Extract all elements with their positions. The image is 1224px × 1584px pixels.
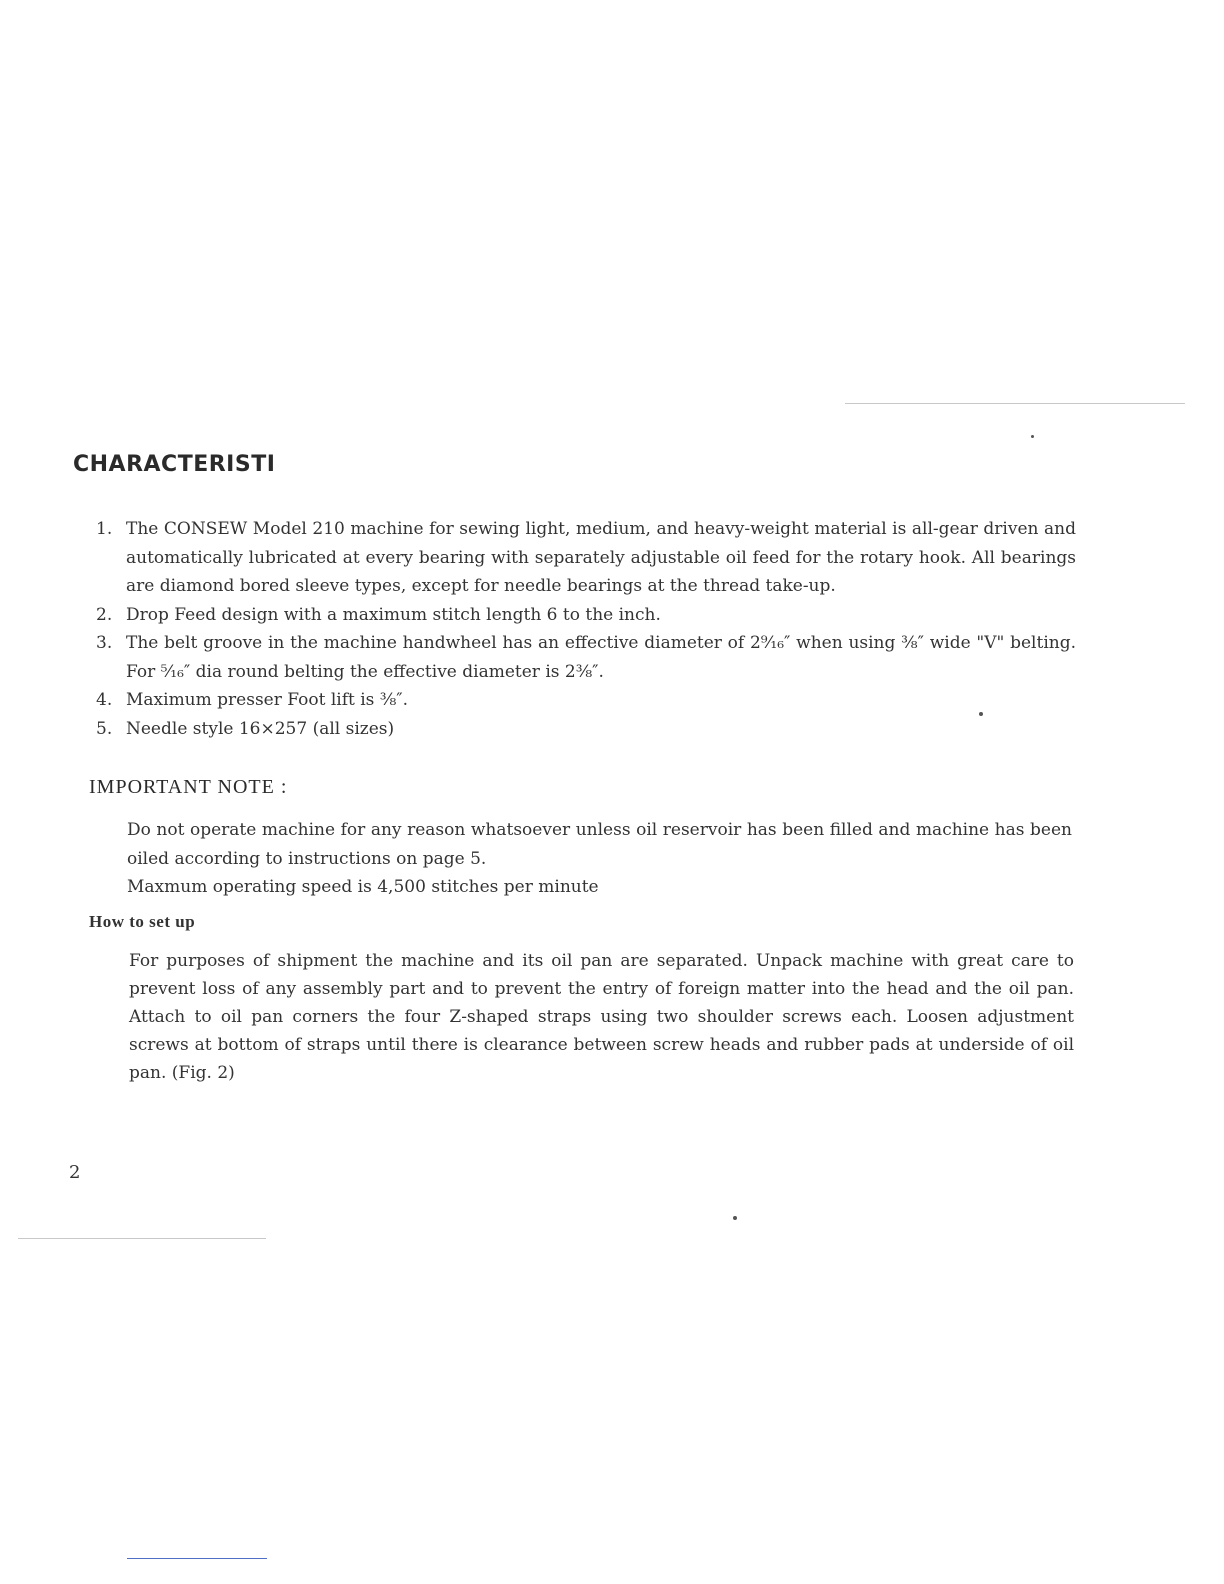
- section-heading: CHARACTERISTI: [73, 452, 276, 477]
- important-note-title: IMPORTANT NOTE :: [89, 776, 288, 798]
- important-note-line: Maxmum operating speed is 4,500 stitches per minute: [127, 877, 599, 897]
- list-item-text: Maximum presser Foot lift is ³⁄₈″.: [126, 690, 409, 710]
- important-note-body: [127, 816, 1072, 902]
- list-item-text: Drop Feed design with a maximum stitch length 6 to the inch.: [126, 604, 661, 625]
- scan-speck: [1031, 435, 1034, 438]
- list-item-number: 2.: [96, 604, 113, 625]
- important-note-line: Do not operate machine for any reason whatsoever unless oil reservoir has been filled and machine has been oiled according to instructions on page 5.: [127, 820, 1072, 869]
- list-item: [96, 715, 1076, 744]
- list-item-number: 1.: [96, 519, 113, 539]
- list-item: [96, 686, 1076, 715]
- scan-artifact-line: [845, 403, 1185, 404]
- list-item: [96, 515, 1076, 601]
- list-item-number: 4.: [96, 690, 113, 710]
- list-item-text: The belt groove in the machine handwheel has an effective diameter of 2⁹⁄₁₆″ when using ³⁄₈″ wide "V" belting. For ⁵⁄₁₆″ dia round belting the effective diameter is 2³⁄₈″.: [126, 633, 1076, 682]
- scan-artifact-line: [18, 1238, 266, 1239]
- underline-mark: [127, 1558, 267, 1559]
- characteristics-list: [96, 515, 1076, 743]
- setup-title: How to set up: [89, 912, 196, 931]
- list-item-number: 5.: [96, 718, 113, 739]
- scan-speck: [733, 1216, 737, 1220]
- list-item-text: Needle style 16×257 (all sizes): [126, 718, 395, 739]
- list-item-text: The CONSEW Model 210 machine for sewing light, medium, and heavy-weight material is all-gear driven and automatically lubricated at every bearing with separately adjustable oil feed for the rotary hook. All bearings are diamond bored sleeve types, except for needle bearings at the thread take-up.: [126, 519, 1076, 596]
- list-item: [96, 601, 1076, 630]
- setup-body: For purposes of shipment the machine and its oil pan are separated. Unpack machine with great care to prevent loss of any assembly part and to prevent the entry of foreign matter into the head and the oil pan. Attach to oil pan corners the four Z-shaped straps using two shoulder screws each. Loosen adjustment screws at bottom of straps until there is clearance between screw heads and rubber pads at underside of oil pan. (Fig. 2): [129, 951, 1074, 1083]
- list-item: [96, 629, 1076, 686]
- page-number: 2: [69, 1162, 81, 1183]
- list-item-number: 3.: [96, 633, 113, 653]
